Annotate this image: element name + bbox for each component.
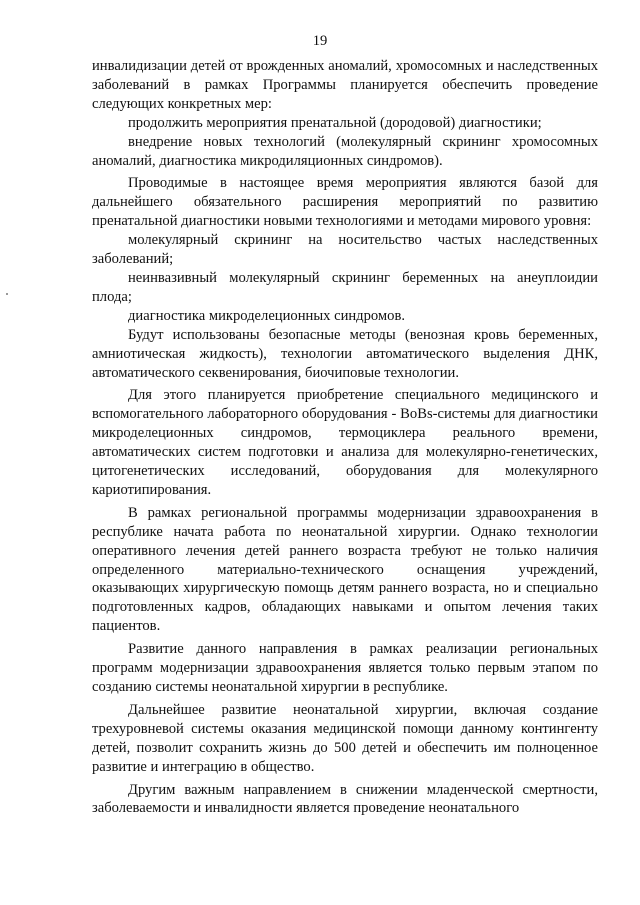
paragraph: Будут использованы безопасные методы (венозная кровь беременных, амниотическая жидкость), технологии автоматического выделения ДНК, автоматического секвенирования, биочиповые технологии. [92,326,598,381]
paragraph: молекулярный скрининг на носительство частых наследственных заболеваний; [92,232,598,268]
paragraph: диагностика микроделеционных синдромов. [128,307,405,324]
body-text [92,57,598,818]
paragraph: Развитие данного направления в рамках реализации региональных программ модернизации здравоохранения является только первым этапом по созданию системы неонатальной хирургии в республике. [92,641,598,695]
paragraph: В рамках региональной программы модернизации здравоохранения в республике начата работа по неонатальной хирургии. Однако технологии оперативного лечения детей раннего возраста требуют не только наличия определенного материально-технического оснащения учреждений, оказывающих хирургическую помощь детям раннего возраста, но и специально подготовленных кадров, обладающих навыками и опытом лечения таких пациентов. [92,504,598,635]
paragraph: внедрение новых технологий (молекулярный скрининг хромосомных аномалий, диагностика микродиляционных синдромов). [92,133,598,169]
scan-margin-mark [6,293,8,295]
paragraph: Проводимые в настоящее время мероприятия являются базой для дальнейшего обязательного расширения мероприятий по развитию пренатальной диагностики новыми технологиями и методами мирового уровня: [92,175,598,230]
paragraph: инвалидизации детей от врожденных аномалий, хромосомных и наследственных заболеваний в рамках Программы планируется обеспечить проведение следующих конкретных мер: [92,58,598,112]
paragraph: продолжить мероприятия пренатальной (дородовой) диагностики; [128,114,542,131]
paragraph: Другим важным направлением в снижении младенческой смертности, заболеваемости и инвалидности является проведение неонатального [92,781,598,817]
page-number: 19 [312,33,328,49]
paragraph: Для этого планируется приобретение специального медицинского и вспомогательного лабораторного оборудования - BoBs-системы для диагностики микроделеционных синдромов, термоциклера реального времени, автоматических систем подготовки и анализа для молекулярно-генетических, цитогенетических исследований, оборудования для молекулярного кариотипирования. [92,387,598,498]
paragraph: неинвазивный молекулярный скрининг беременных на анеуплоидии плода; [92,269,598,305]
paragraph: Дальнейшее развитие неонатальной хирургии, включая создание трехуровневой системы оказания медицинской помощи данному контингенту детей, позволит сохранить жизнь до 500 детей и обеспечить им полноценное развитие и интеграцию в общество. [92,701,598,775]
